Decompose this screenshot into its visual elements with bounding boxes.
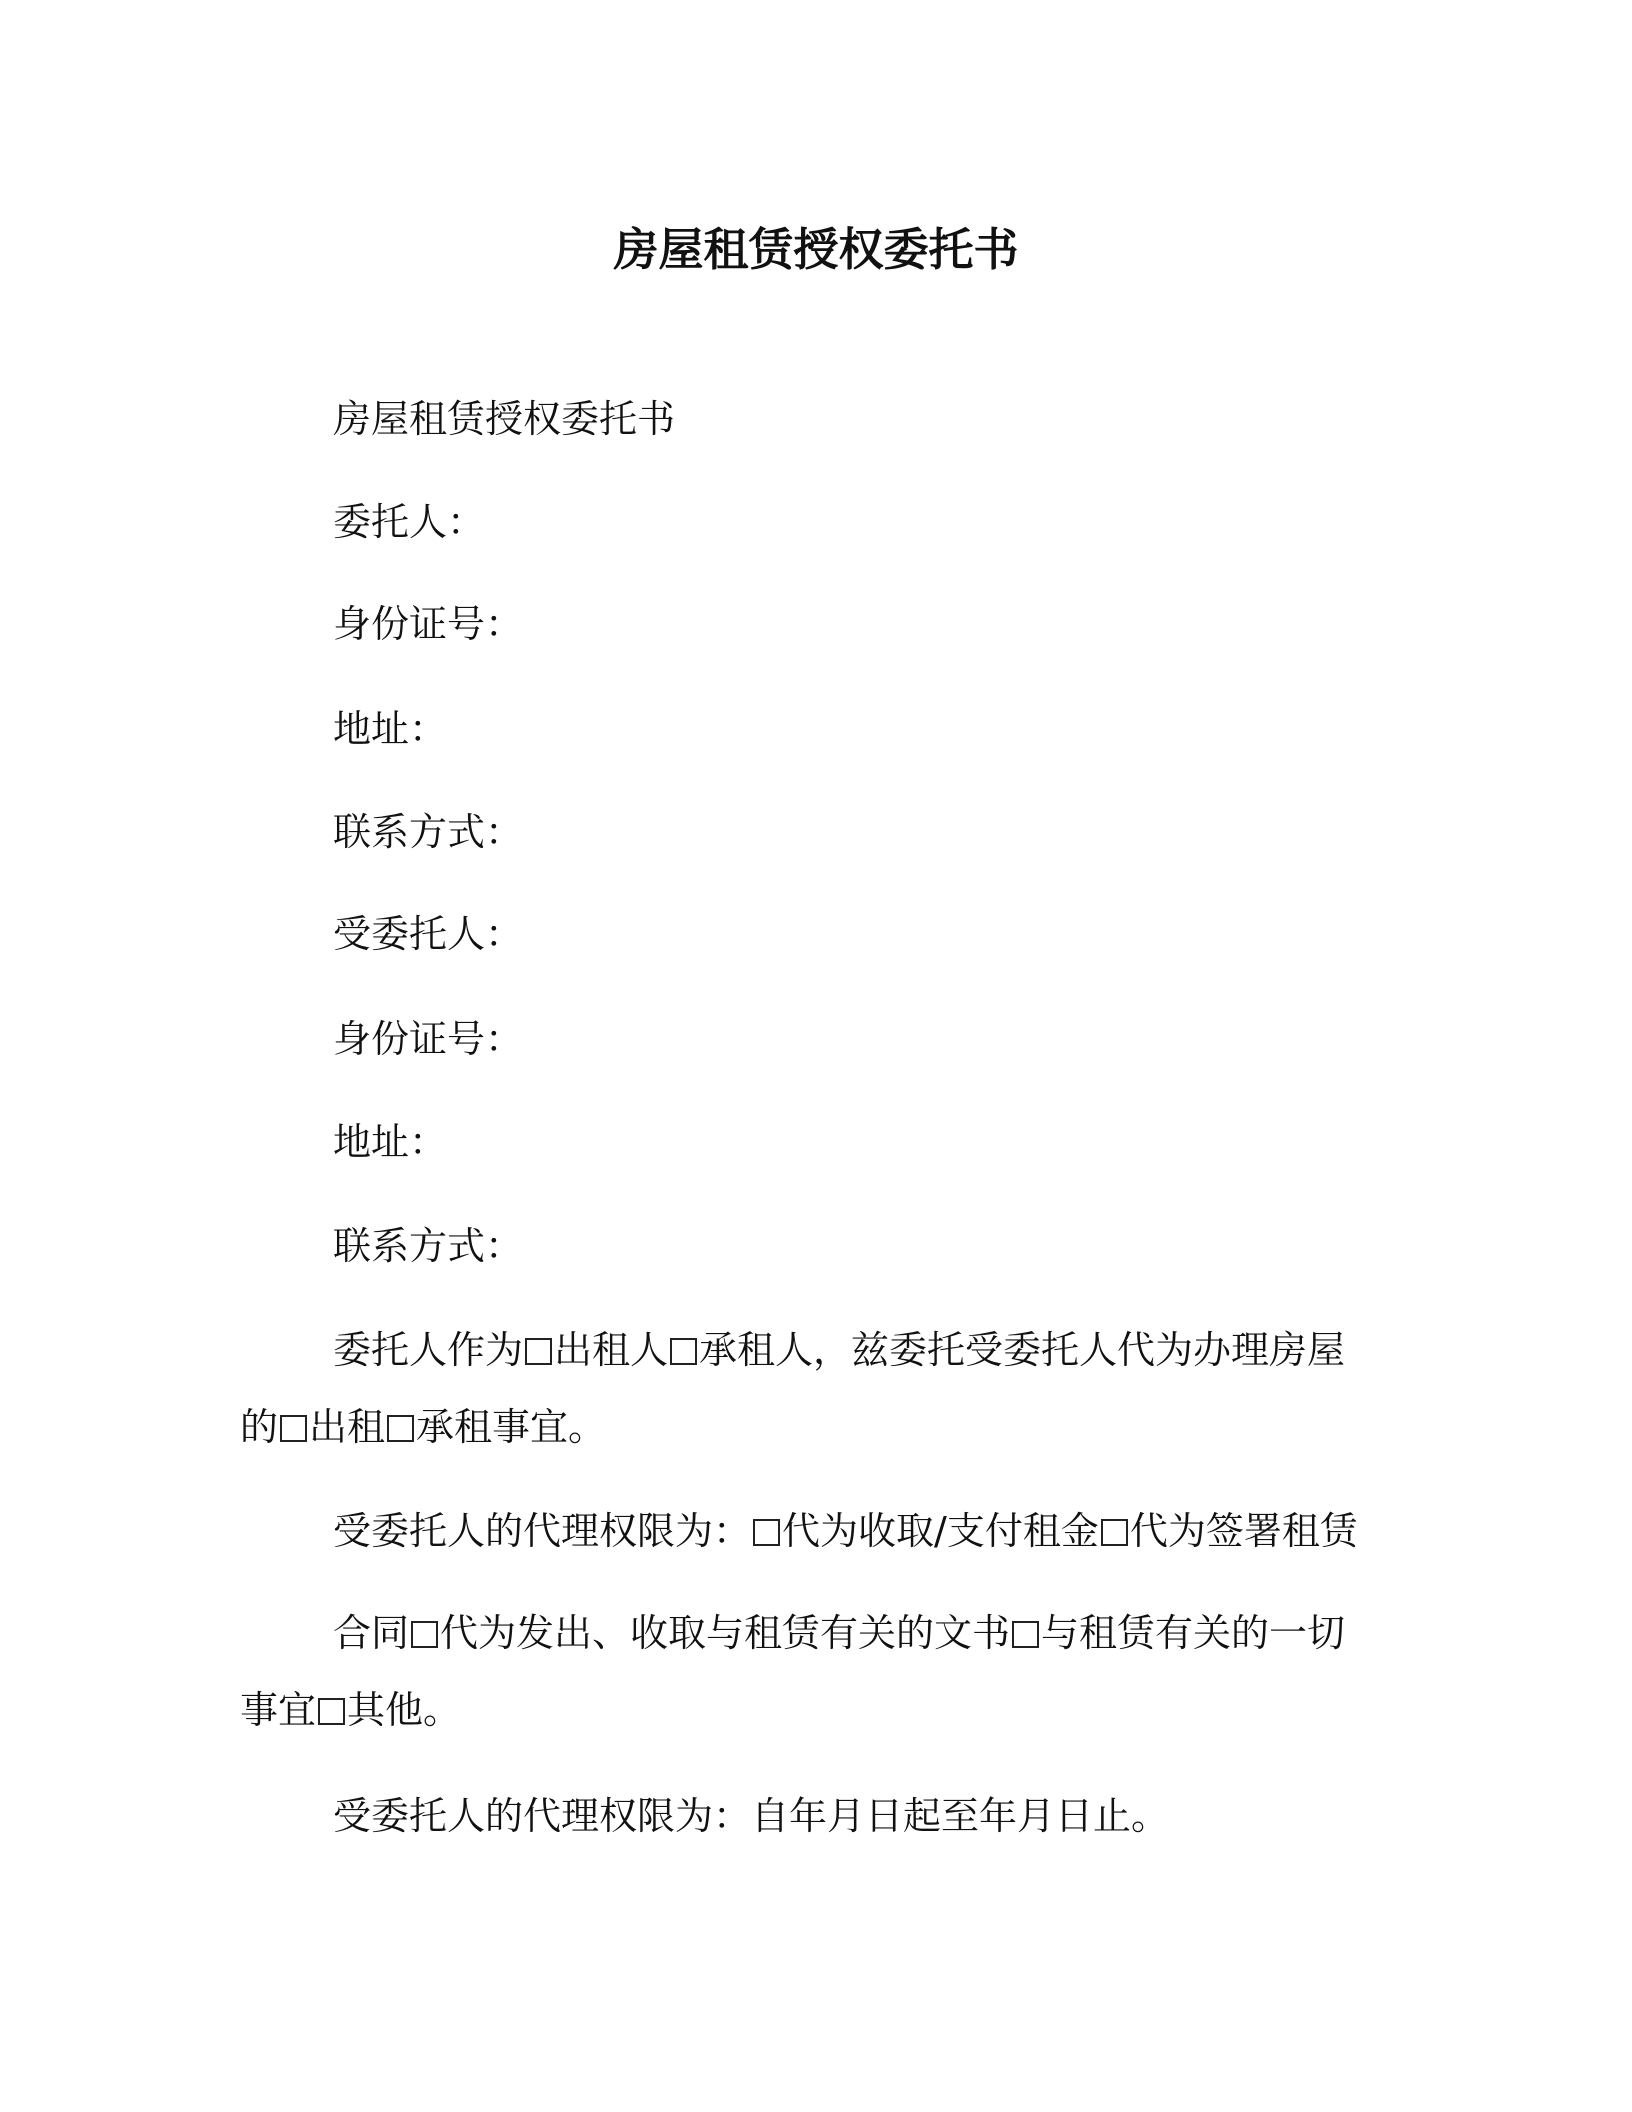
checkbox-icon[interactable] xyxy=(1101,1519,1128,1546)
checkbox-icon[interactable] xyxy=(411,1621,438,1648)
clause3-option-documents: 代为发出、收取与租赁有关的文书 xyxy=(440,1611,1011,1655)
clause1-option-lessor: 出租人 xyxy=(554,1328,669,1372)
checkbox-icon[interactable] xyxy=(280,1415,307,1442)
agent-address-label: 地址： xyxy=(333,1120,448,1164)
clause3-option-all-matters: 与租赁有关的一切事宜 xyxy=(240,1611,1346,1732)
clause1-text: 委托人作为 xyxy=(333,1328,524,1372)
clause2-option-sign: 代为签署租赁 xyxy=(1129,1509,1358,1553)
checkbox-icon[interactable] xyxy=(525,1338,552,1365)
clause3-option-other: 其他。 xyxy=(347,1688,462,1732)
clause2-text: 受委托人的代理权限为： xyxy=(333,1509,752,1553)
clause1-option-rent-in: 承租事宜。 xyxy=(416,1405,607,1449)
clause-authority-scope-1 xyxy=(333,1507,1358,1555)
clause-entrust-role xyxy=(240,1312,1380,1466)
checkbox-icon[interactable] xyxy=(753,1519,780,1546)
principal-id-label: 身份证号： xyxy=(333,602,524,646)
agent-name-label: 受委托人： xyxy=(333,912,524,956)
clause-authority-period: 受委托人的代理权限为：自年月日起至年月日止。 xyxy=(333,1794,1170,1838)
clause2-option-rent: 代为收取/支付租金 xyxy=(782,1509,1099,1553)
clause3-text: 合同 xyxy=(333,1611,410,1655)
clause1-option-rent-out: 出租 xyxy=(309,1405,386,1449)
checkbox-icon[interactable] xyxy=(318,1698,345,1725)
clause-authority-scope-2 xyxy=(240,1595,1380,1749)
principal-address-label: 地址： xyxy=(333,707,448,751)
agent-contact-label: 联系方式： xyxy=(333,1224,524,1268)
agent-id-label: 身份证号： xyxy=(333,1017,524,1061)
principal-contact-label: 联系方式： xyxy=(333,810,524,854)
clause1-option-lessee: 承租人，兹委托受委托人代为办理房屋的 xyxy=(240,1328,1346,1449)
subtitle: 房屋租赁授权委托书 xyxy=(333,397,676,441)
principal-name-label: 委托人： xyxy=(333,500,486,544)
checkbox-icon[interactable] xyxy=(1012,1621,1039,1648)
checkbox-icon[interactable] xyxy=(387,1415,414,1442)
checkbox-icon[interactable] xyxy=(670,1338,697,1365)
document-title: 房屋租赁授权委托书 xyxy=(613,223,1019,276)
